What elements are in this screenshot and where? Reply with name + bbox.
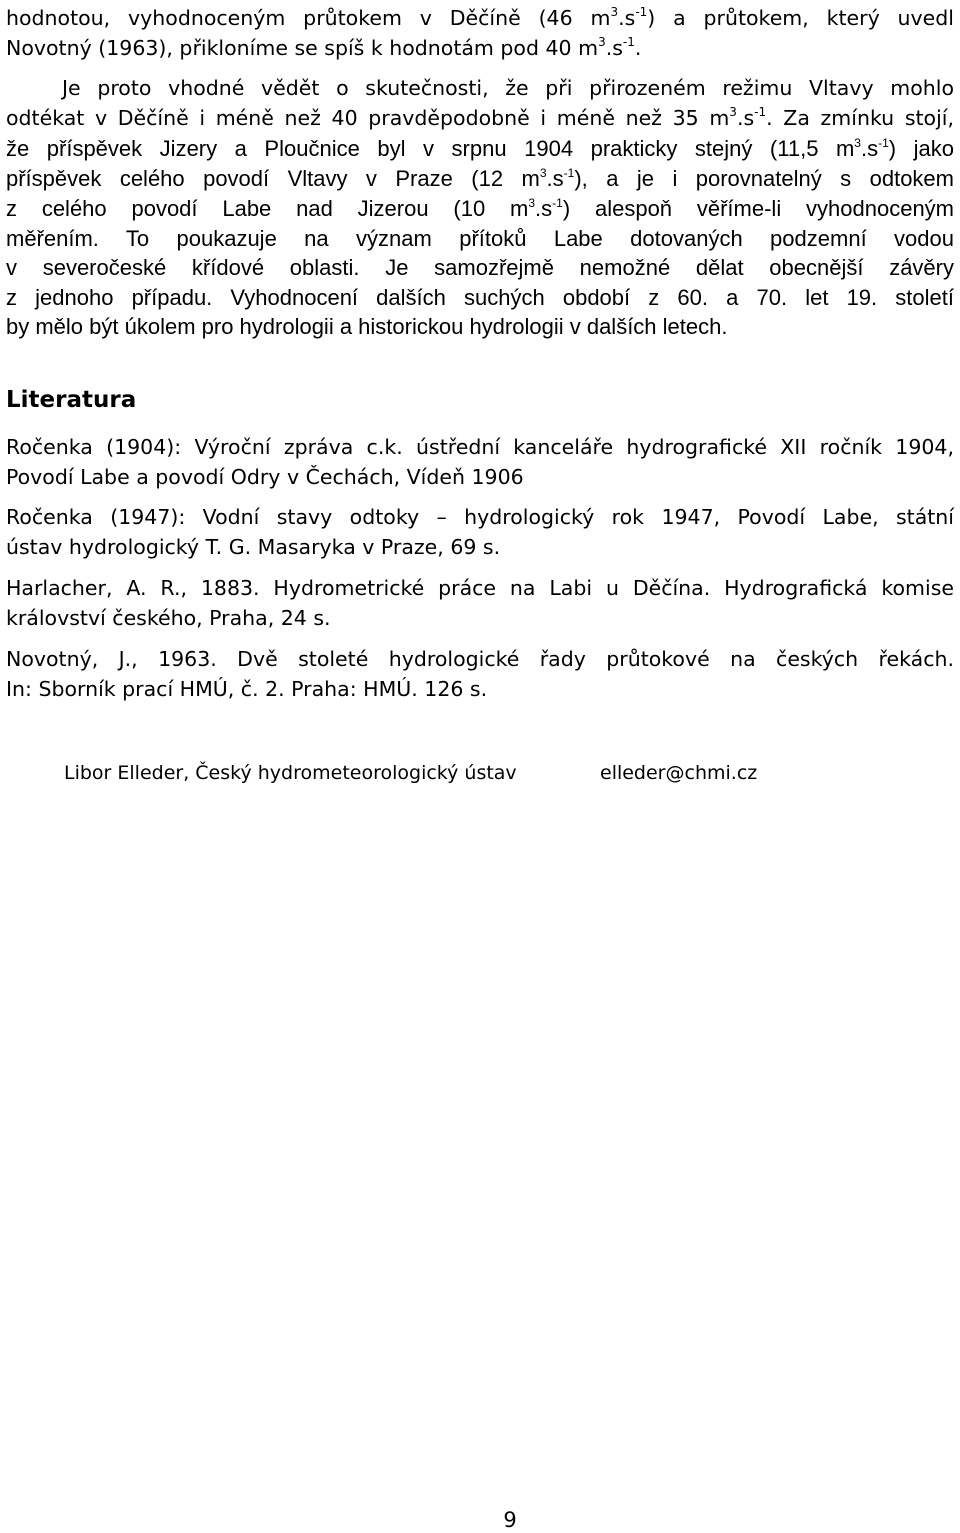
body-line-5 bbox=[6, 136, 954, 162]
body-line-8: měřením. To poukazuje na význam přítoků Labe dotovaných podzemní vodou bbox=[6, 226, 954, 251]
text: ) jako bbox=[888, 136, 954, 161]
text: .s bbox=[618, 6, 636, 30]
reference-line: Harlacher, A. R., 1883. Hydrometrické práce na Labi u Děčína. Hydrografická komise bbox=[6, 576, 954, 600]
body-line-4 bbox=[6, 105, 954, 131]
text: ), a je i porovnatelný s odtokem bbox=[574, 166, 954, 191]
body-line-3: Je proto vhodné vědět o skutečnosti, že při přirozeném režimu Vltavy mohlo bbox=[62, 76, 954, 100]
text: .s bbox=[546, 166, 564, 191]
reference-line: Novotný, J., 1963. Dvě stoleté hydrologické řady průtokové na českých řekách. bbox=[6, 647, 954, 671]
reference-line: Ročenka (1904): Výroční zpráva c.k. ústřední kanceláře hydrografické XII ročník 1904, bbox=[6, 435, 954, 459]
superscript: 3 bbox=[528, 196, 536, 210]
text: hodnotou, vyhodnoceným průtokem v Děčíně (46 m bbox=[6, 6, 611, 30]
body-line-2 bbox=[6, 35, 641, 61]
superscript: 3 bbox=[729, 105, 737, 119]
text: ) a průtokem, který uvedl bbox=[647, 6, 955, 30]
author-affiliation: Libor Elleder, Český hydrometeorologický ústav bbox=[64, 762, 517, 784]
body-line-1 bbox=[6, 5, 954, 31]
reference-line: království českého, Praha, 24 s. bbox=[6, 606, 331, 630]
text: z celého povodí Labe nad Jizerou (10 m bbox=[6, 196, 529, 221]
text: že příspěvek Jizery a Ploučnice byl v srpnu 1904 prakticky stejný (11,5 m bbox=[6, 136, 855, 161]
text: .s bbox=[860, 136, 879, 161]
reference-line: In: Sborník prací HMÚ, č. 2. Praha: HMÚ. 126 s. bbox=[6, 677, 488, 701]
superscript: -1 bbox=[563, 166, 575, 180]
reference-line: ústav hydrologický T. G. Masaryka v Praze, 69 s. bbox=[6, 535, 501, 559]
text: . Za zmínku stojí, bbox=[766, 106, 954, 130]
reference-item bbox=[6, 573, 954, 633]
superscript: -1 bbox=[635, 5, 648, 19]
text: .s bbox=[605, 36, 623, 60]
reference-line: Ročenka (1947): Vodní stavy odtoky – hydrologický rok 1947, Povodí Labe, státní bbox=[6, 505, 954, 529]
body-line-9: v severočeské křídové oblasti. Je samozřejmě nemožné dělat obecnější závěry bbox=[6, 255, 954, 280]
author-email: elleder@chmi.cz bbox=[600, 762, 758, 784]
reference-line: Povodí Labe a povodí Odry v Čechách, Vídeň 1906 bbox=[6, 465, 524, 489]
superscript: 3 bbox=[598, 35, 606, 49]
text: . bbox=[634, 36, 642, 60]
body-line-10: z jednoho případu. Vyhodnocení dalších suchých období z 60. a 70. let 19. století bbox=[6, 285, 954, 310]
superscript: -1 bbox=[622, 35, 635, 49]
text: odtékat v Děčíně i méně než 40 pravděpodobně i méně než 35 m bbox=[6, 106, 730, 130]
page-number: 9 bbox=[503, 1508, 517, 1532]
literature-heading: Literatura bbox=[6, 387, 137, 413]
text: příspěvek celého povodí Vltavy v Praze (12 m bbox=[6, 166, 540, 191]
superscript: -1 bbox=[878, 136, 889, 150]
body-line-7 bbox=[6, 196, 954, 222]
superscript: 3 bbox=[854, 136, 861, 150]
text: ) alespoň věříme-li vyhodnoceným bbox=[562, 196, 954, 221]
reference-item bbox=[6, 502, 954, 562]
text: Novotný (1963), přikloníme se spíš k hodnotám pod 40 m bbox=[6, 36, 599, 60]
text: .s bbox=[535, 196, 553, 221]
text: .s bbox=[736, 106, 755, 130]
superscript: 3 bbox=[610, 5, 619, 19]
superscript: -1 bbox=[552, 196, 563, 210]
superscript: 3 bbox=[539, 166, 547, 180]
superscript: -1 bbox=[754, 105, 767, 119]
reference-item bbox=[6, 432, 954, 492]
body-line-6 bbox=[6, 166, 954, 192]
body-line-11: by mělo být úkolem pro hydrologii a historickou hydrologii v dalších letech. bbox=[6, 314, 728, 339]
reference-item bbox=[6, 644, 954, 704]
